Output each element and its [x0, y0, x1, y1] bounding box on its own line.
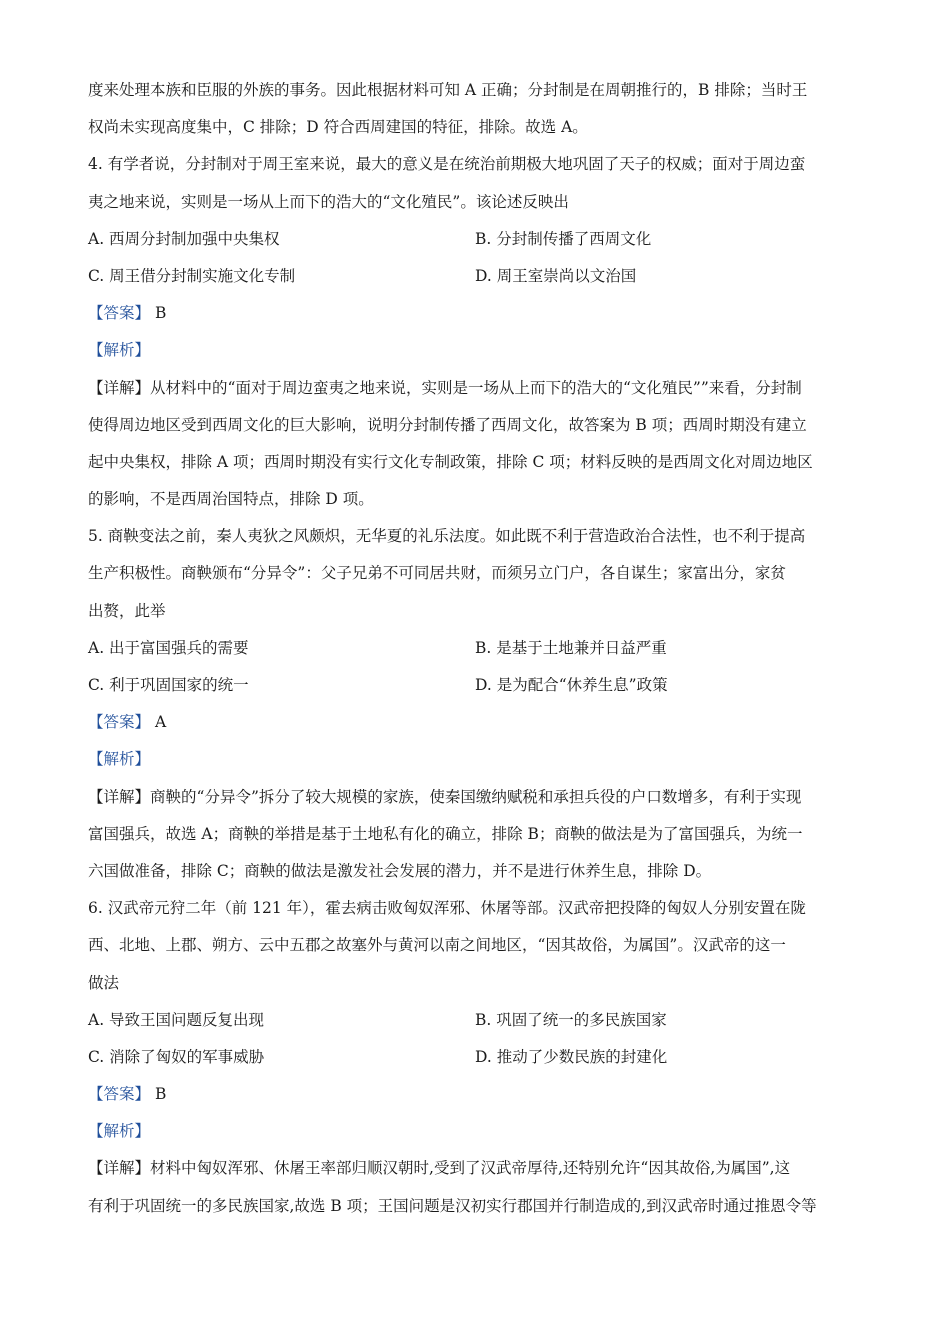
detail-text: 从材料中的“面对于周边蛮夷之地来说，实则是一场从上而下的浩大的“文化殖民””来看，分封制 — [150, 378, 802, 397]
question-4 — [88, 146, 870, 518]
analysis-label: 解析 — [103, 341, 135, 360]
question-stem-line: 5. 商鞅变法之前，秦人夷狄之风颇炽，无华夏的礼乐法度。如此既不利于营造政治合法性，也不利于提高 — [88, 527, 806, 546]
detail-text: 商鞅的“分异令”拆分了较大规模的家族，使秦国缴纳赋税和承担兵役的户口数增多，有利于实现 — [150, 787, 802, 806]
answer-line: 【答案】 A — [88, 713, 167, 732]
analysis-line: 【解析】 — [88, 1122, 151, 1141]
analysis-label: 解析 — [103, 750, 135, 769]
intro-paragraph — [88, 72, 870, 146]
answer-line: 【答案】 B — [88, 304, 167, 323]
detail-label: 详解 — [103, 1159, 135, 1178]
analysis-label: 解析 — [103, 1122, 135, 1141]
question-stem-line: 西、北地、上郡、朔方、云中五郡之故塞外与黄河以南之间地区，“因其故俗，为属国”。汉武帝的这一 — [88, 936, 786, 955]
option-c: C. 周王借分封制实施文化专制 — [88, 266, 296, 285]
detail-label: 详解 — [103, 787, 135, 806]
option-d: D. 是为配合“休养生息”政策 — [475, 676, 668, 694]
question-6 — [88, 890, 870, 1225]
options-row — [88, 630, 870, 667]
option-a: A. 出于富国强兵的需要 — [88, 638, 249, 657]
detail-text: 材料中匈奴浑邪、休屠王率部归顺汉朝时,受到了汉武帝厚待,还特别允许“因其故俗,为属国”,这 — [150, 1159, 791, 1178]
answer-value: A — [154, 713, 167, 732]
option-b: B. 是基于土地兼并日益严重 — [475, 638, 667, 657]
analysis-line: 【解析】 — [88, 341, 151, 360]
options-row — [88, 1039, 870, 1076]
question-stem-line: 夷之地来说，实则是一场从上而下的浩大的“文化殖民”。该论述反映出 — [88, 192, 569, 211]
detail-label: 详解 — [103, 378, 135, 397]
text-line: 权尚未实现高度集中，C 排除；D 符合西周建国的特征，排除。故选 A。 — [88, 118, 588, 137]
question-stem-line: 6. 汉武帝元狩二年（前 121 年），霍去病击败匈奴浑邪、休屠等部。汉武帝把投降的匈奴人分别安置在陇 — [88, 899, 806, 918]
question-stem-line: 4. 有学者说，分封制对于周王室来说，最大的意义是在统治前期极大地巩固了天子的权威；面对于周边蛮 — [88, 155, 806, 174]
detail-text-line: 有利于巩固统一的多民族国家,故选 B 项；王国问题是汉初实行郡国并行制造成的,到汉武帝时通过推恩令等 — [88, 1196, 817, 1215]
answer-line: 【答案】 B — [88, 1085, 167, 1104]
detail-text-line: 起中央集权，排除 A 项；西周时期没有实行文化专制政策，排除 C 项；材料反映的是西周文化对周边地区 — [88, 452, 813, 471]
answer-label: 答案 — [103, 1085, 135, 1104]
option-c: C. 利于巩固国家的统一 — [88, 676, 249, 694]
answer-label: 答案 — [103, 713, 135, 732]
detail-text-line: 六国做准备，排除 C；商鞅的做法是激发社会发展的潜力，并不是进行休养生息，排除 D。 — [88, 861, 712, 880]
options-row — [88, 1002, 870, 1039]
option-d: D. 周王室崇尚以文治国 — [475, 266, 637, 285]
document-page — [88, 72, 870, 1225]
options-row — [88, 667, 870, 704]
question-stem-line: 出赘，此举 — [88, 601, 166, 620]
text-line: 度来处理本族和臣服的外族的事务。因此根据材料可知 A 正确；分封制是在周朝推行的，B 排除；当时王 — [88, 81, 808, 99]
detail-line: 【详解】材料中匈奴浑邪、休屠王率部归顺汉朝时,受到了汉武帝厚待,还特别允许“因其故俗,为属国”,这 — [88, 1159, 791, 1178]
detail-text-line: 富国强兵，故选 A；商鞅的举措是基于土地私有化的确立，排除 B；商鞅的做法是为了富国强兵，为统一 — [88, 824, 803, 843]
option-c: C. 消除了匈奴的军事威胁 — [88, 1047, 265, 1066]
detail-text-line: 使得周边地区受到西周文化的巨大影响，说明分封制传播了西周文化，故答案为 B 项；西周时期没有建立 — [88, 415, 807, 434]
answer-value: B — [154, 1085, 167, 1104]
answer-label: 答案 — [103, 304, 135, 323]
option-b: B. 分封制传播了西周文化 — [475, 229, 652, 248]
question-stem-line: 做法 — [88, 973, 120, 992]
options-row — [88, 258, 870, 295]
detail-line: 【详解】商鞅的“分异令”拆分了较大规模的家族，使秦国缴纳赋税和承担兵役的户口数增多，有利于实现 — [88, 787, 802, 806]
option-a: A. 导致王国问题反复出现 — [88, 1010, 265, 1029]
question-5 — [88, 518, 870, 890]
options-row — [88, 221, 870, 258]
option-b: B. 巩固了统一的多民族国家 — [475, 1010, 667, 1029]
detail-line: 【详解】从材料中的“面对于周边蛮夷之地来说，实则是一场从上而下的浩大的“文化殖民””来看，分封制 — [88, 378, 802, 397]
option-d: D. 推动了少数民族的封建化 — [475, 1047, 668, 1066]
detail-text-line: 的影响，不是西周治国特点，排除 D 项。 — [88, 490, 374, 509]
answer-value: B — [154, 304, 167, 323]
option-a: A. 西周分封制加强中央集权 — [88, 229, 280, 248]
question-stem-line: 生产积极性。商鞅颁布“分异令”：父子兄弟不可同居共财，而须另立门户，各自谋生；家富出分，家贫 — [88, 564, 786, 583]
analysis-line: 【解析】 — [88, 750, 151, 769]
